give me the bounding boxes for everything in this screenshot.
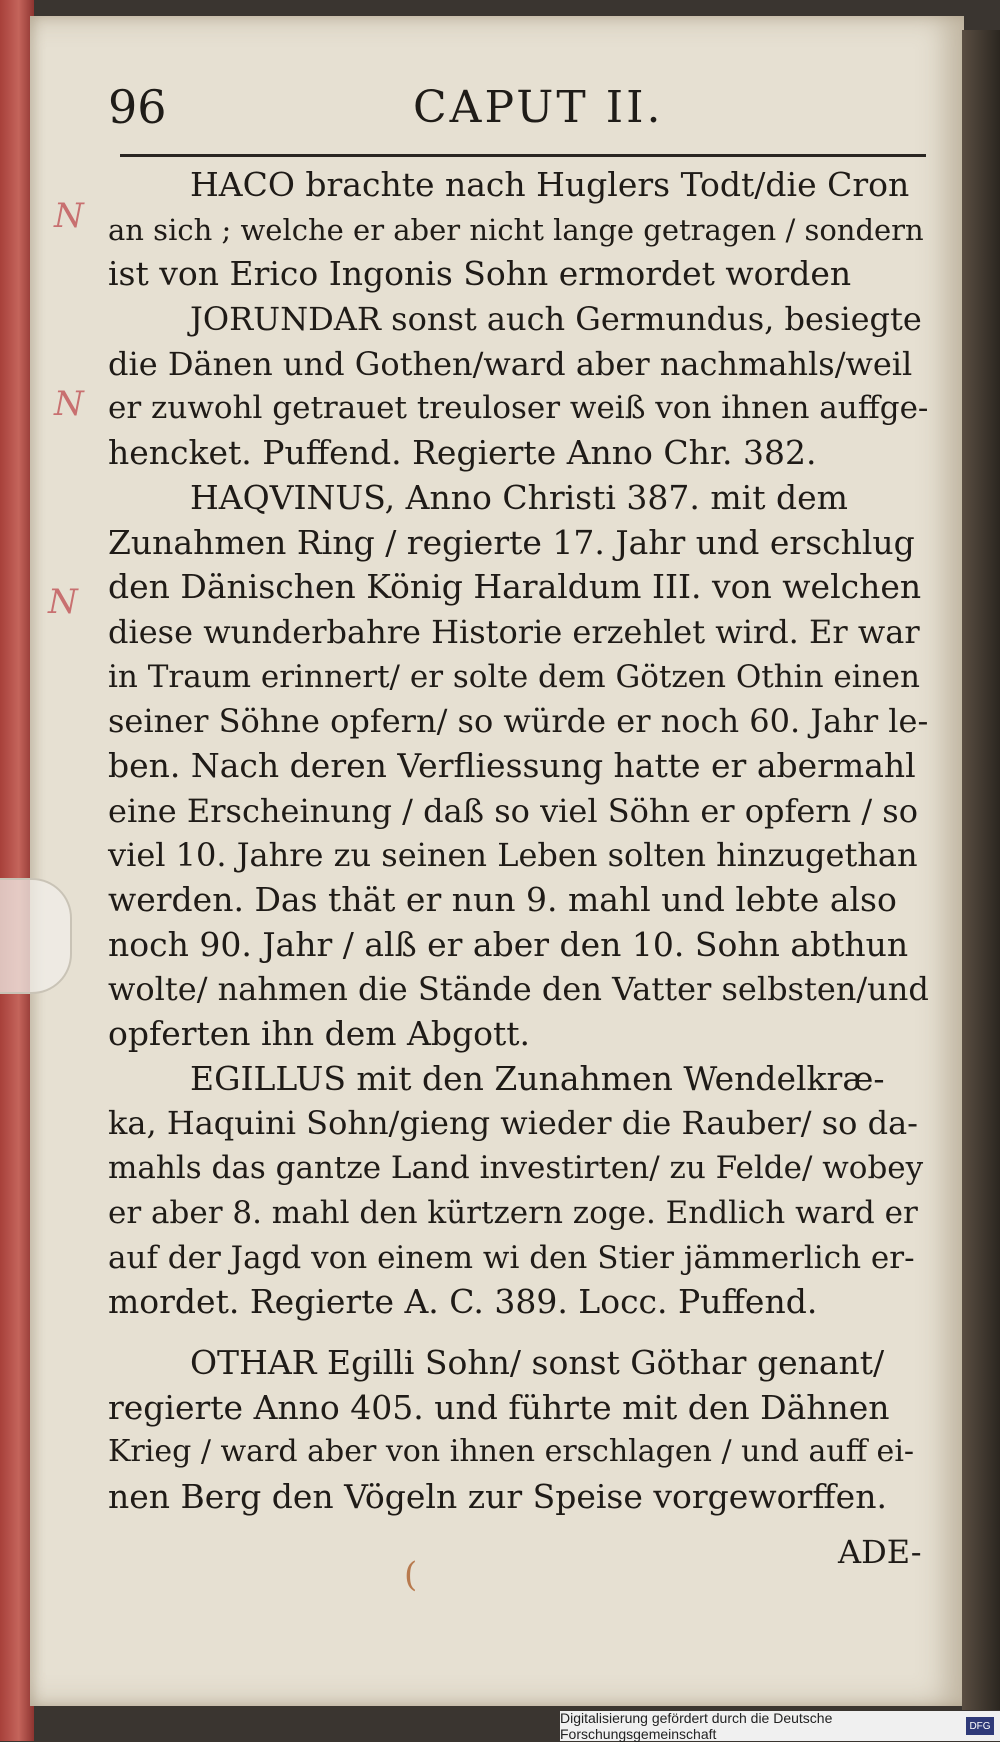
- text-line: Krieg / ward aber von ihnen erschlagen / und auff ei-: [108, 1434, 915, 1470]
- chapter-title: CAPUT II.: [413, 82, 664, 133]
- catchword: ADE-: [838, 1533, 922, 1571]
- text-line: HAQVINUS, Anno Christi 387. mit dem: [190, 477, 848, 517]
- text-line: HACO brachte nach Huglers Todt/die Cron: [190, 165, 910, 204]
- text-line: die Dänen und Gothen/ward aber nachmahls/weil: [108, 344, 913, 383]
- text-line: den Dänischen König Haraldum III. von welchen: [108, 567, 922, 607]
- text-line: eine Erscheinung / daß so viel Söhn er opfern / so: [108, 791, 918, 830]
- text-line: noch 90. Jahr / alß er aber den 10. Sohn abthun: [108, 924, 909, 964]
- page-header: [108, 80, 928, 140]
- text-line: nen Berg den Vögeln zur Speise vorgeworffen.: [108, 1476, 887, 1516]
- text-line: OTHAR Egilli Sohn/ sonst Göthar genant/: [190, 1342, 885, 1382]
- marginalia-mark: N: [54, 196, 84, 236]
- digitization-footer: [560, 1711, 1000, 1741]
- text-line: hencket. Puffend. Regierte Anno Chr. 382.: [108, 433, 817, 473]
- text-line: wolte/ nahmen die Stände den Vatter selbsten/und: [108, 970, 929, 1009]
- footer-text: Digitalisierung gefördert durch die Deutsche Forschungsgemeinschaft: [560, 1710, 833, 1742]
- body-text: [108, 163, 933, 1520]
- signature-mark: (: [404, 1555, 418, 1595]
- book-edge: [0, 0, 34, 1741]
- text-line: werden. Das thät er nun 9. mahl und lebte also: [108, 880, 897, 919]
- text-line: er aber 8. mahl den kürtzern zoge. Endlich ward er: [108, 1194, 918, 1231]
- text-line: ist von Erico Ingonis Sohn ermordet worden: [108, 254, 852, 294]
- marginalia-mark: N: [54, 384, 84, 424]
- text-line: er zuwohl getrauet treuloser weiß von ihnen auffge-: [108, 390, 929, 427]
- page-clip: [0, 878, 72, 994]
- text-line: JORUNDAR sonst auch Germundus, besiegte: [190, 300, 922, 339]
- text-line: Zunahmen Ring / regierte 17. Jahr und erschlug: [108, 522, 915, 562]
- text-line: in Traum erinnert/ er solte dem Götzen Othin einen: [108, 658, 920, 695]
- text-line: an sich ; welche er aber nicht lange getragen / sondern: [108, 212, 924, 247]
- header-rule: [120, 154, 926, 157]
- text-line: opferten ihn dem Abgott.: [108, 1014, 530, 1054]
- text-line: seiner Söhne opfern/ so würde er noch 60. Jahr le-: [108, 702, 929, 741]
- dfg-logo-icon: DFG: [966, 1717, 994, 1735]
- text-line: regierte Anno 405. und führte mit den Dähnen: [108, 1387, 890, 1427]
- text-line: mordet. Regierte A. C. 389. Locc. Puffend.: [108, 1282, 818, 1322]
- page-number: 96: [108, 80, 167, 134]
- book-cover-edge: [962, 30, 1000, 1710]
- text-line: auf der Jagd von einem wi den Stier jämmerlich er-: [108, 1239, 915, 1276]
- text-line: ben. Nach deren Verfliessung hatte er abermahl: [108, 745, 916, 785]
- text-line: mahls das gantze Land investirten/ zu Felde/ wobey: [108, 1150, 924, 1187]
- text-line: viel 10. Jahre zu seinen Leben solten hinzugethan: [108, 836, 918, 875]
- text-line: ka, Haquini Sohn/gieng wieder die Rauber/ so da-: [108, 1104, 918, 1143]
- text-line: diese wunderbahre Historie erzehlet wird. Er war: [108, 612, 920, 651]
- marginalia-mark: N: [48, 582, 78, 622]
- text-line: EGILLUS mit den Zunahmen Wendelkræ-: [190, 1058, 885, 1098]
